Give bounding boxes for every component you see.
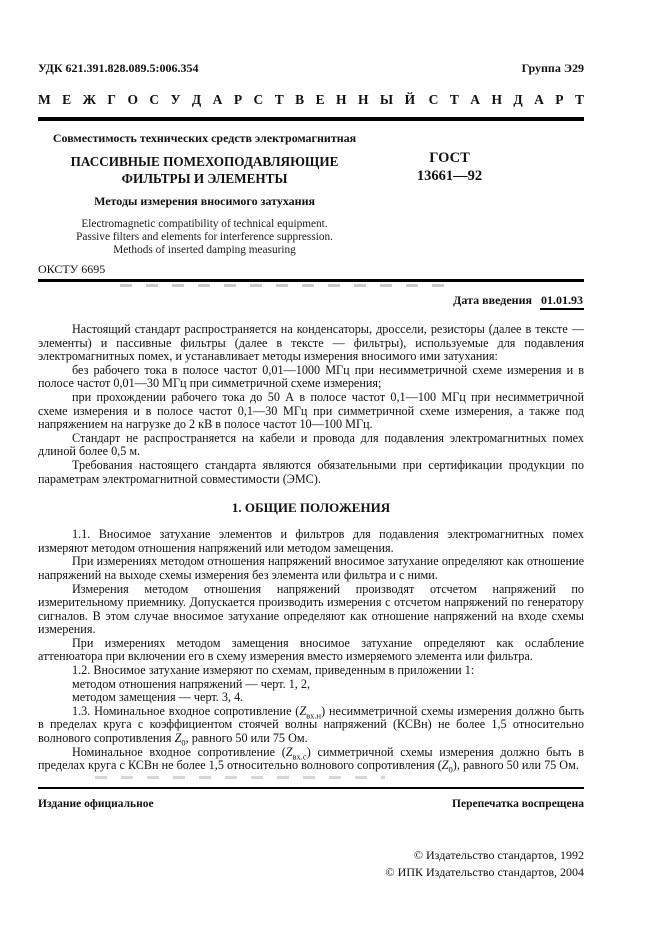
footer-row (38, 797, 584, 811)
title-english-line3: Methods of inserted damping measuring (113, 244, 296, 256)
paragraph: Настоящий стандарт распространяется на конденсаторы, дроссели, резисторы (далее в тексте — элементы) и пассивные фильтры (далее в тексте — фильтры), используемые для подавления электромагнитных помех, и устанавливает методы измерения вносимого ими затухания: (38, 322, 584, 364)
standard-subtitle: Методы измерения вносимого затухания (94, 194, 315, 208)
standard-designation (371, 131, 584, 257)
paragraph: без рабочего тока в полосе частот 0,01—1000 МГц при несимметричной схеме измерения и в полосе частот 0,01—30 МГц при симметричной схеме измерения; (38, 362, 584, 391)
paragraph: Стандарт не распространяется на кабели и провода для подавления электромагнитных помех длиной более 0,5 м. (38, 430, 584, 459)
title-english (38, 218, 371, 257)
standard-title-line1: ПАССИВНЫЕ ПОМЕХОПОДАВЛЯЮЩИЕ (70, 154, 339, 169)
udk-group-row (38, 0, 584, 75)
paragraph: 1.2. Вносимое затухание измеряют по схемам, приведенным в приложении 1: (72, 663, 475, 678)
footer-rule (38, 787, 584, 789)
official-edition-label: Издание официальное (38, 797, 154, 810)
okstu-rule (38, 279, 584, 282)
okstu-code: ОКСТУ 6695 (38, 262, 106, 276)
section-1-paragraphs (38, 528, 584, 773)
title-english-line1: Electromagnetic compatibility of technical equipment. (81, 218, 328, 230)
header-rule (38, 117, 584, 121)
paragraph: При измерениях методом замещения вносимое затухание определяют как ослабление аттенюатора при включении его в схему измерения вместо измеряемого элемента или фильтра. (38, 635, 584, 664)
standard-subject: Совместимость технических средств электромагнитная (52, 131, 357, 145)
standard-type-heading: М Е Ж Г О С У Д А Р С Т В Е Н Н Ы Й С Т А Н Д А Р Т (38, 92, 584, 107)
title-block (38, 131, 584, 257)
group-code: Группа Э29 (521, 61, 584, 75)
title-english-line2: Passive filters and elements for interference suppression. (76, 231, 333, 243)
intro-paragraphs (38, 323, 584, 486)
scan-artifact (120, 284, 450, 287)
designation-number: 13661—92 (416, 168, 483, 184)
paragraph: при прохождении рабочего тока до 50 А в полосе частот 0,1—100 МГц при несимметричной схеме измерения и в полосе частот 0,1—30 МГц при симметричной схеме измерения, а также под напряжением на нагрузке до 2 кВ в полосе частот 10—100 МГц. (38, 389, 584, 432)
designation-gost: ГОСТ (429, 150, 470, 166)
copyright-block (38, 847, 584, 881)
effective-date-value: 01.01.93 (540, 293, 584, 310)
section-1-heading: 1. ОБЩИЕ ПОЛОЖЕНИЯ (231, 500, 391, 516)
paragraph: методом отношения напряжений — черт. 1, 2, (72, 676, 311, 691)
paragraph: Требования настоящего стандарта являются обязательными при сертификации продукции по параметрам электромагнитной совместимости (ЭМС). (38, 457, 584, 486)
title-left-column (38, 131, 371, 257)
paragraph: Измерения методом отношения напряжений производят отсчетом напряжений по измерительному приемнику. Допускается производить измерения с отсчетом напряжений по генератору сигналов. В этом случае вносимое затухание определяют как отношение напряжений на входе схемы измерения. (38, 581, 584, 637)
copyright-line1: © Издательство стандартов, 1992 (413, 847, 584, 862)
paragraph: Номинальное входное сопротивление $(Z_{вх.с})$ симметричной схемы измерения должно быть в пределах круга с КСВн не более 1,5 относительно волнового сопротивления $(Z_0)$, равного 50 или 75 Ом. (38, 744, 584, 775)
paragraph: При измерениях методом отношения напряжений вносимое затухание определяют как отношение напряжений на выходе схемы измерения без элемента или фильтра и с ними. (38, 554, 584, 582)
document-body (38, 323, 584, 773)
reprint-forbidden-label: Перепечатка воспрещена (452, 797, 584, 810)
paragraph: 1.1. Вносимое затухание элементов и фильтров для подавления электромагнитных помех измеряют методом отношения напряжений или методом замещения. (38, 527, 584, 555)
effective-date-label: Дата введения (453, 293, 532, 307)
effective-date-row (38, 293, 584, 310)
paragraph: методом замещения — черт. 3, 4. (72, 690, 244, 705)
standard-title-line2: ФИЛЬТРЫ И ЭЛЕМЕНТЫ (121, 171, 288, 186)
scan-artifact (95, 776, 385, 779)
udk-number: УДК 621.391.828.089.5:006.354 (38, 61, 199, 75)
copyright-line2: © ИПК Издательство стандартов, 2004 (385, 864, 584, 879)
paragraph: 1.3. Номинальное входное сопротивление $(Z_{вх.н})$ несимметричной схемы измерения должно быть в пределах круга с коэффициентом стоячей волны напряжений (КСВн) не более 1,5 относительно волнового сопротивления $Z_0$, равного 50 или 75 Ом. (38, 703, 585, 748)
